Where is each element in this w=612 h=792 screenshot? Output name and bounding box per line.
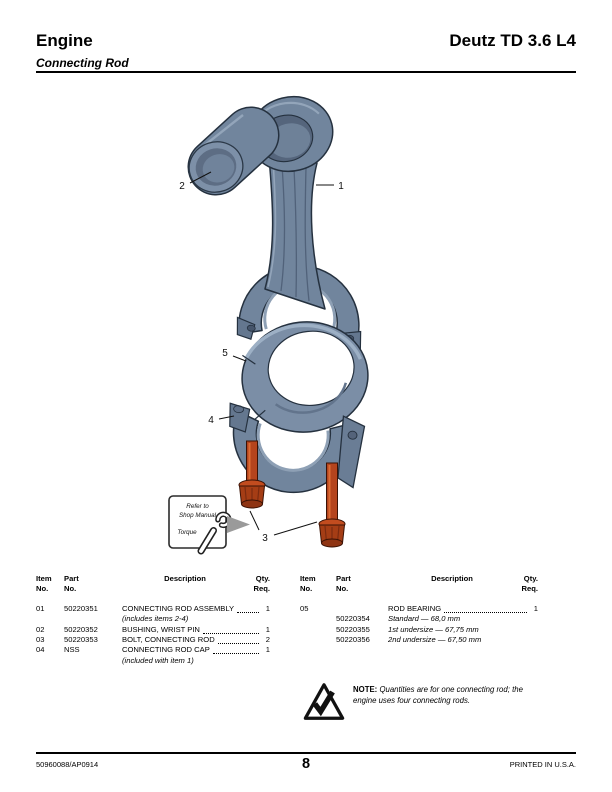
- dot-leader: [218, 643, 259, 644]
- cell-item: 04: [36, 645, 45, 655]
- callout-2: 2: [179, 181, 185, 192]
- table-row-note: [36, 614, 270, 624]
- table-body: [36, 604, 270, 666]
- dot-leader: [237, 612, 259, 613]
- section-title: Engine: [36, 31, 93, 50]
- cell-item: 01: [36, 603, 45, 613]
- cell-qty: 1: [265, 624, 270, 634]
- callout-1: 1: [338, 181, 344, 192]
- cell-item: 03: [36, 635, 45, 645]
- parts-table-right: [300, 574, 538, 645]
- cell-qty: 2: [265, 635, 270, 645]
- table-row: [36, 635, 270, 645]
- cell-part: NSS: [64, 645, 80, 655]
- cell-qty: 1: [533, 603, 538, 613]
- col-qty-2: Req.: [253, 584, 270, 594]
- cell-qty: 1: [265, 645, 270, 655]
- cell-note: (included with item 1): [122, 655, 194, 665]
- torque-note-box: [169, 496, 250, 551]
- rod-shank: [265, 157, 325, 309]
- note-text: [353, 685, 529, 706]
- col-item-2: No.: [300, 584, 313, 594]
- cell-desc: ROD BEARING: [388, 603, 442, 613]
- col-desc: Description: [431, 574, 473, 583]
- dot-leader: [213, 653, 259, 654]
- table-body: [300, 604, 538, 646]
- cell-item: 02: [36, 624, 45, 634]
- cell-desc: BUSHING, WRIST PIN: [122, 624, 200, 634]
- cell-desc: CONNECTING ROD ASSEMBLY: [122, 603, 235, 613]
- callout-4: 4: [208, 415, 214, 426]
- note-label: NOTE:: [353, 685, 378, 694]
- col-item-2: No.: [36, 584, 49, 594]
- cell-variant: Standard — 68,0 mm: [388, 614, 461, 624]
- torque-note-line3: Torque: [177, 529, 197, 536]
- dot-leader: [203, 633, 259, 634]
- page-header: [36, 31, 576, 51]
- printed-in: PRINTED IN U.S.A.: [509, 760, 576, 769]
- col-qty: Qty.: [255, 574, 270, 583]
- torque-note-line1: Refer to: [186, 503, 209, 510]
- cell-part: 50220352: [64, 624, 98, 634]
- connecting-rod-diagram: [155, 85, 455, 565]
- page-number: 8: [301, 756, 311, 772]
- col-part: Part: [64, 574, 79, 583]
- cell-variant: 1st undersize — 67,75 mm: [388, 624, 479, 634]
- table-row: [36, 604, 270, 614]
- cell-part: 50220356: [336, 635, 370, 645]
- cell-qty: 1: [265, 603, 270, 613]
- check-triangle-icon: [303, 681, 345, 723]
- table-row-variant: [300, 614, 538, 624]
- col-desc-spacer: [388, 584, 516, 594]
- note-body: Quantities are for one connecting rod; the engine uses four connecting rods.: [353, 685, 523, 705]
- cell-part: 50220353: [64, 635, 98, 645]
- page-subtitle: Connecting Rod: [36, 56, 129, 70]
- document-number: 50960088/AP0914: [36, 760, 99, 769]
- wrist-pin-bushing: [183, 115, 251, 199]
- table-row: [300, 604, 538, 614]
- cell-part: [336, 604, 388, 614]
- col-qty-2: Req.: [521, 584, 538, 594]
- parts-table-left: [36, 574, 270, 666]
- col-item: Item: [36, 574, 52, 583]
- col-part-2: No.: [64, 584, 77, 594]
- col-desc-spacer: [122, 584, 248, 594]
- footer-rule: [36, 752, 576, 754]
- cell-part: 50220355: [336, 624, 370, 634]
- cell-desc: CONNECTING ROD CAP: [122, 645, 210, 655]
- cell-variant: 2nd undersize — 67,50 mm: [388, 635, 482, 645]
- cell-item: 05: [300, 603, 309, 613]
- col-desc: Description: [164, 574, 206, 583]
- table-row: [36, 625, 270, 635]
- dot-leader: [444, 612, 527, 613]
- table-row-variant: [300, 635, 538, 645]
- torque-note-line2: Shop Manual: [178, 512, 217, 519]
- callout-5: 5: [222, 348, 228, 359]
- cell-note: (includes items 2-4): [122, 614, 189, 624]
- callout-3: 3: [262, 533, 268, 544]
- table-header: [300, 574, 538, 595]
- cell-part: 50220354: [336, 614, 370, 624]
- col-item: Item: [300, 574, 316, 583]
- header-rule: [36, 71, 576, 73]
- engine-model: Deutz TD 3.6 L4: [449, 31, 576, 50]
- table-header: [36, 574, 270, 595]
- table-row-note: [36, 656, 270, 666]
- col-part-2: No.: [336, 584, 349, 594]
- table-row-variant: [300, 625, 538, 635]
- table-row: [36, 645, 270, 655]
- cell-desc: BOLT, CONNECTING ROD: [122, 635, 215, 645]
- col-part: Part: [336, 574, 351, 583]
- pointer-triangle-icon: [227, 516, 250, 533]
- cell-part: 50220351: [64, 603, 98, 613]
- col-qty: Qty.: [523, 574, 538, 583]
